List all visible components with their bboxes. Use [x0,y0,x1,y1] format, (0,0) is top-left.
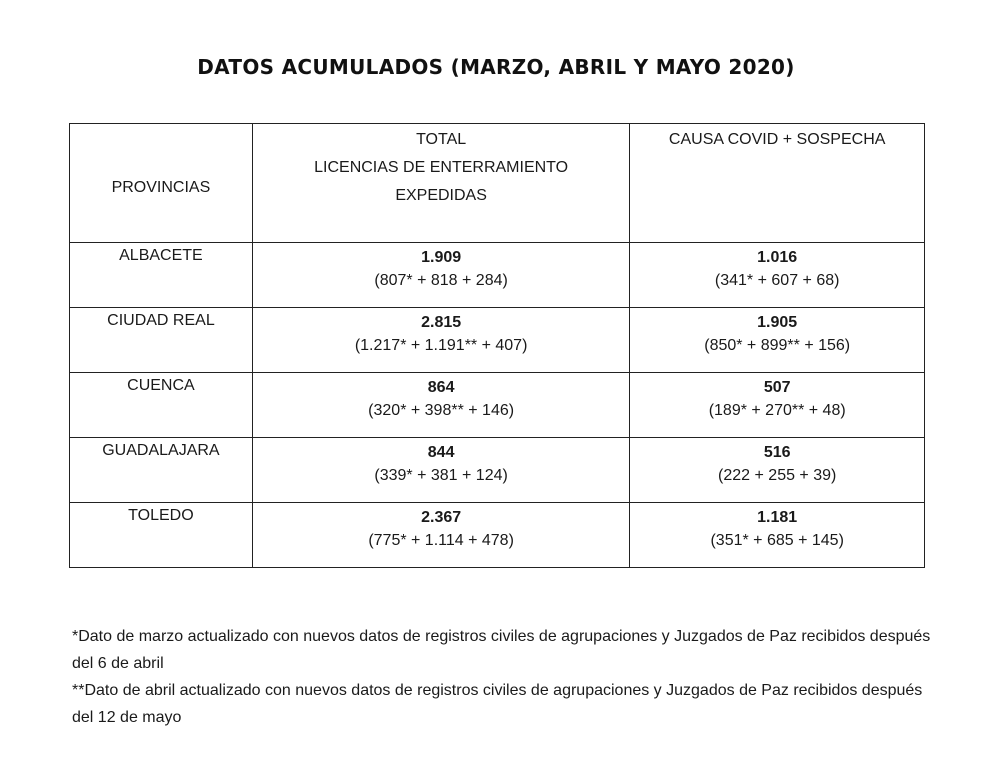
header-total-line-3: EXPEDIDAS [395,187,487,204]
total-detail: (320* + 398** + 146) [368,402,515,419]
data-table [69,123,925,568]
cell-covid [630,243,925,308]
total-value: 864 [427,379,455,396]
cell-total [252,243,630,308]
total-value: 2.815 [421,314,462,331]
cell-provincia: CUENCA [70,373,253,438]
table-row [70,438,925,503]
header-provincias: PROVINCIAS [70,124,253,243]
table-header-row [70,124,925,243]
covid-value: 1.905 [757,314,798,331]
covid-detail: (351* + 685 + 145) [710,532,844,549]
table-row [70,373,925,438]
covid-detail: (341* + 607 + 68) [714,272,840,289]
cell-total [252,503,630,568]
covid-value: 1.181 [757,509,798,526]
total-value: 844 [427,444,455,461]
footnote-abril: **Dato de abril actualizado con nuevos datos de registros civiles de agrupaciones y Juzgados de Paz recibidos después del 12 de mayo [72,682,923,726]
cell-covid [630,438,925,503]
header-total-line-1: TOTAL [416,131,467,148]
footnotes [72,623,932,731]
total-detail: (775* + 1.114 + 478) [368,532,514,549]
cell-provincia: ALBACETE [70,243,253,308]
header-total [252,124,630,243]
cell-provincia: TOLEDO [70,503,253,568]
header-covid: CAUSA COVID + SOSPECHA [630,124,925,243]
cell-covid [630,308,925,373]
covid-value: 516 [763,444,791,461]
table-row [70,243,925,308]
total-detail: (1.217* + 1.191** + 407) [354,337,528,354]
covid-detail: (850* + 899** + 156) [704,337,851,354]
cell-total [252,438,630,503]
covid-value: 1.016 [757,249,798,266]
total-value: 1.909 [421,249,462,266]
cell-provincia: CIUDAD REAL [70,308,253,373]
total-detail: (339* + 381 + 124) [374,467,508,484]
cell-total [252,308,630,373]
cell-total [252,373,630,438]
covid-value: 507 [763,379,791,396]
cell-provincia: GUADALAJARA [70,438,253,503]
footnote-marzo: *Dato de marzo actualizado con nuevos datos de registros civiles de agrupaciones y Juzgados de Paz recibidos después del 6 de abril [72,628,931,672]
table-row [70,308,925,373]
cell-covid [630,503,925,568]
total-detail: (807* + 818 + 284) [374,272,508,289]
header-total-line-2: LICENCIAS DE ENTERRAMIENTO [314,159,569,176]
covid-detail: (189* + 270** + 48) [708,402,846,419]
total-value: 2.367 [421,509,462,526]
covid-detail: (222 + 255 + 39) [718,467,837,484]
table-row [70,503,925,568]
cell-covid [630,373,925,438]
page-title: DATOS ACUMULADOS (MARZO, ABRIL Y MAYO 2020) [197,55,795,79]
